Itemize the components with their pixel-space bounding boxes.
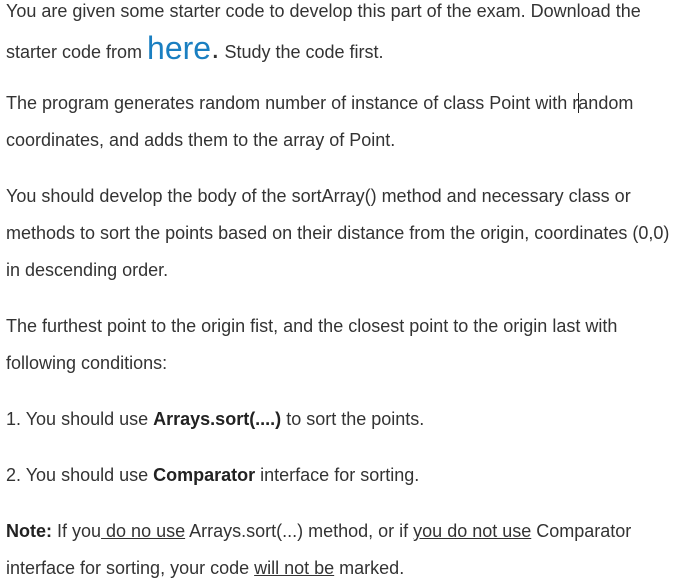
intro-text-before-link: starter code from — [6, 42, 148, 62]
note-text-5: marked. — [334, 558, 405, 578]
note-text-1: If you — [52, 521, 102, 541]
condition-1 — [6, 408, 424, 430]
intro-text-after-link: Study the code first. — [219, 42, 384, 62]
program-description-line-2: coordinates, and adds them to the array of Point. — [6, 130, 396, 150]
note-underline-3: will not be — [254, 558, 335, 578]
program-text-part-b: andom — [578, 93, 634, 113]
condition-2-before: 2. You should use — [6, 465, 154, 485]
ordering-line-2: following conditions: — [6, 353, 168, 373]
condition-1-method: Arrays.sort(....) — [153, 409, 282, 429]
ordering-line-1: The furthest point to the origin fist, and the closest point to the origin last with — [6, 316, 618, 336]
note-text-2: Arrays.sort(...) method, or if — [185, 521, 414, 541]
task-line-3: in descending order. — [6, 260, 169, 280]
note-underline-2: you do not use — [413, 521, 532, 541]
task-line-1: You should develop the body of the sortArray() method and necessary class or — [6, 186, 631, 206]
note-line-1 — [6, 520, 631, 542]
condition-2-after: interface for sorting. — [255, 465, 420, 485]
condition-1-after: to sort the points. — [281, 409, 425, 429]
program-description-line-1 — [6, 92, 633, 114]
intro-line-1: You are given some starter code to develop this part of the exam. Download the — [6, 1, 641, 21]
intro-line-2 — [6, 30, 384, 66]
condition-2 — [6, 464, 419, 486]
note-text-3: Comparator — [531, 521, 632, 541]
starter-code-download-link[interactable]: here — [147, 30, 212, 66]
condition-2-interface: Comparator — [153, 465, 256, 485]
program-text-part-a: The program generates random number of instance of class Point with r — [6, 93, 579, 113]
task-line-2: methods to sort the points based on their distance from the origin, coordinates (0,0) — [6, 223, 670, 243]
note-underline-1: do no use — [101, 521, 186, 541]
link-period: . — [211, 32, 220, 65]
note-text-4: interface for sorting, your code — [6, 558, 255, 578]
condition-1-before: 1. You should use — [6, 409, 154, 429]
note-line-2 — [6, 557, 404, 579]
note-label: Note: — [6, 521, 52, 541]
